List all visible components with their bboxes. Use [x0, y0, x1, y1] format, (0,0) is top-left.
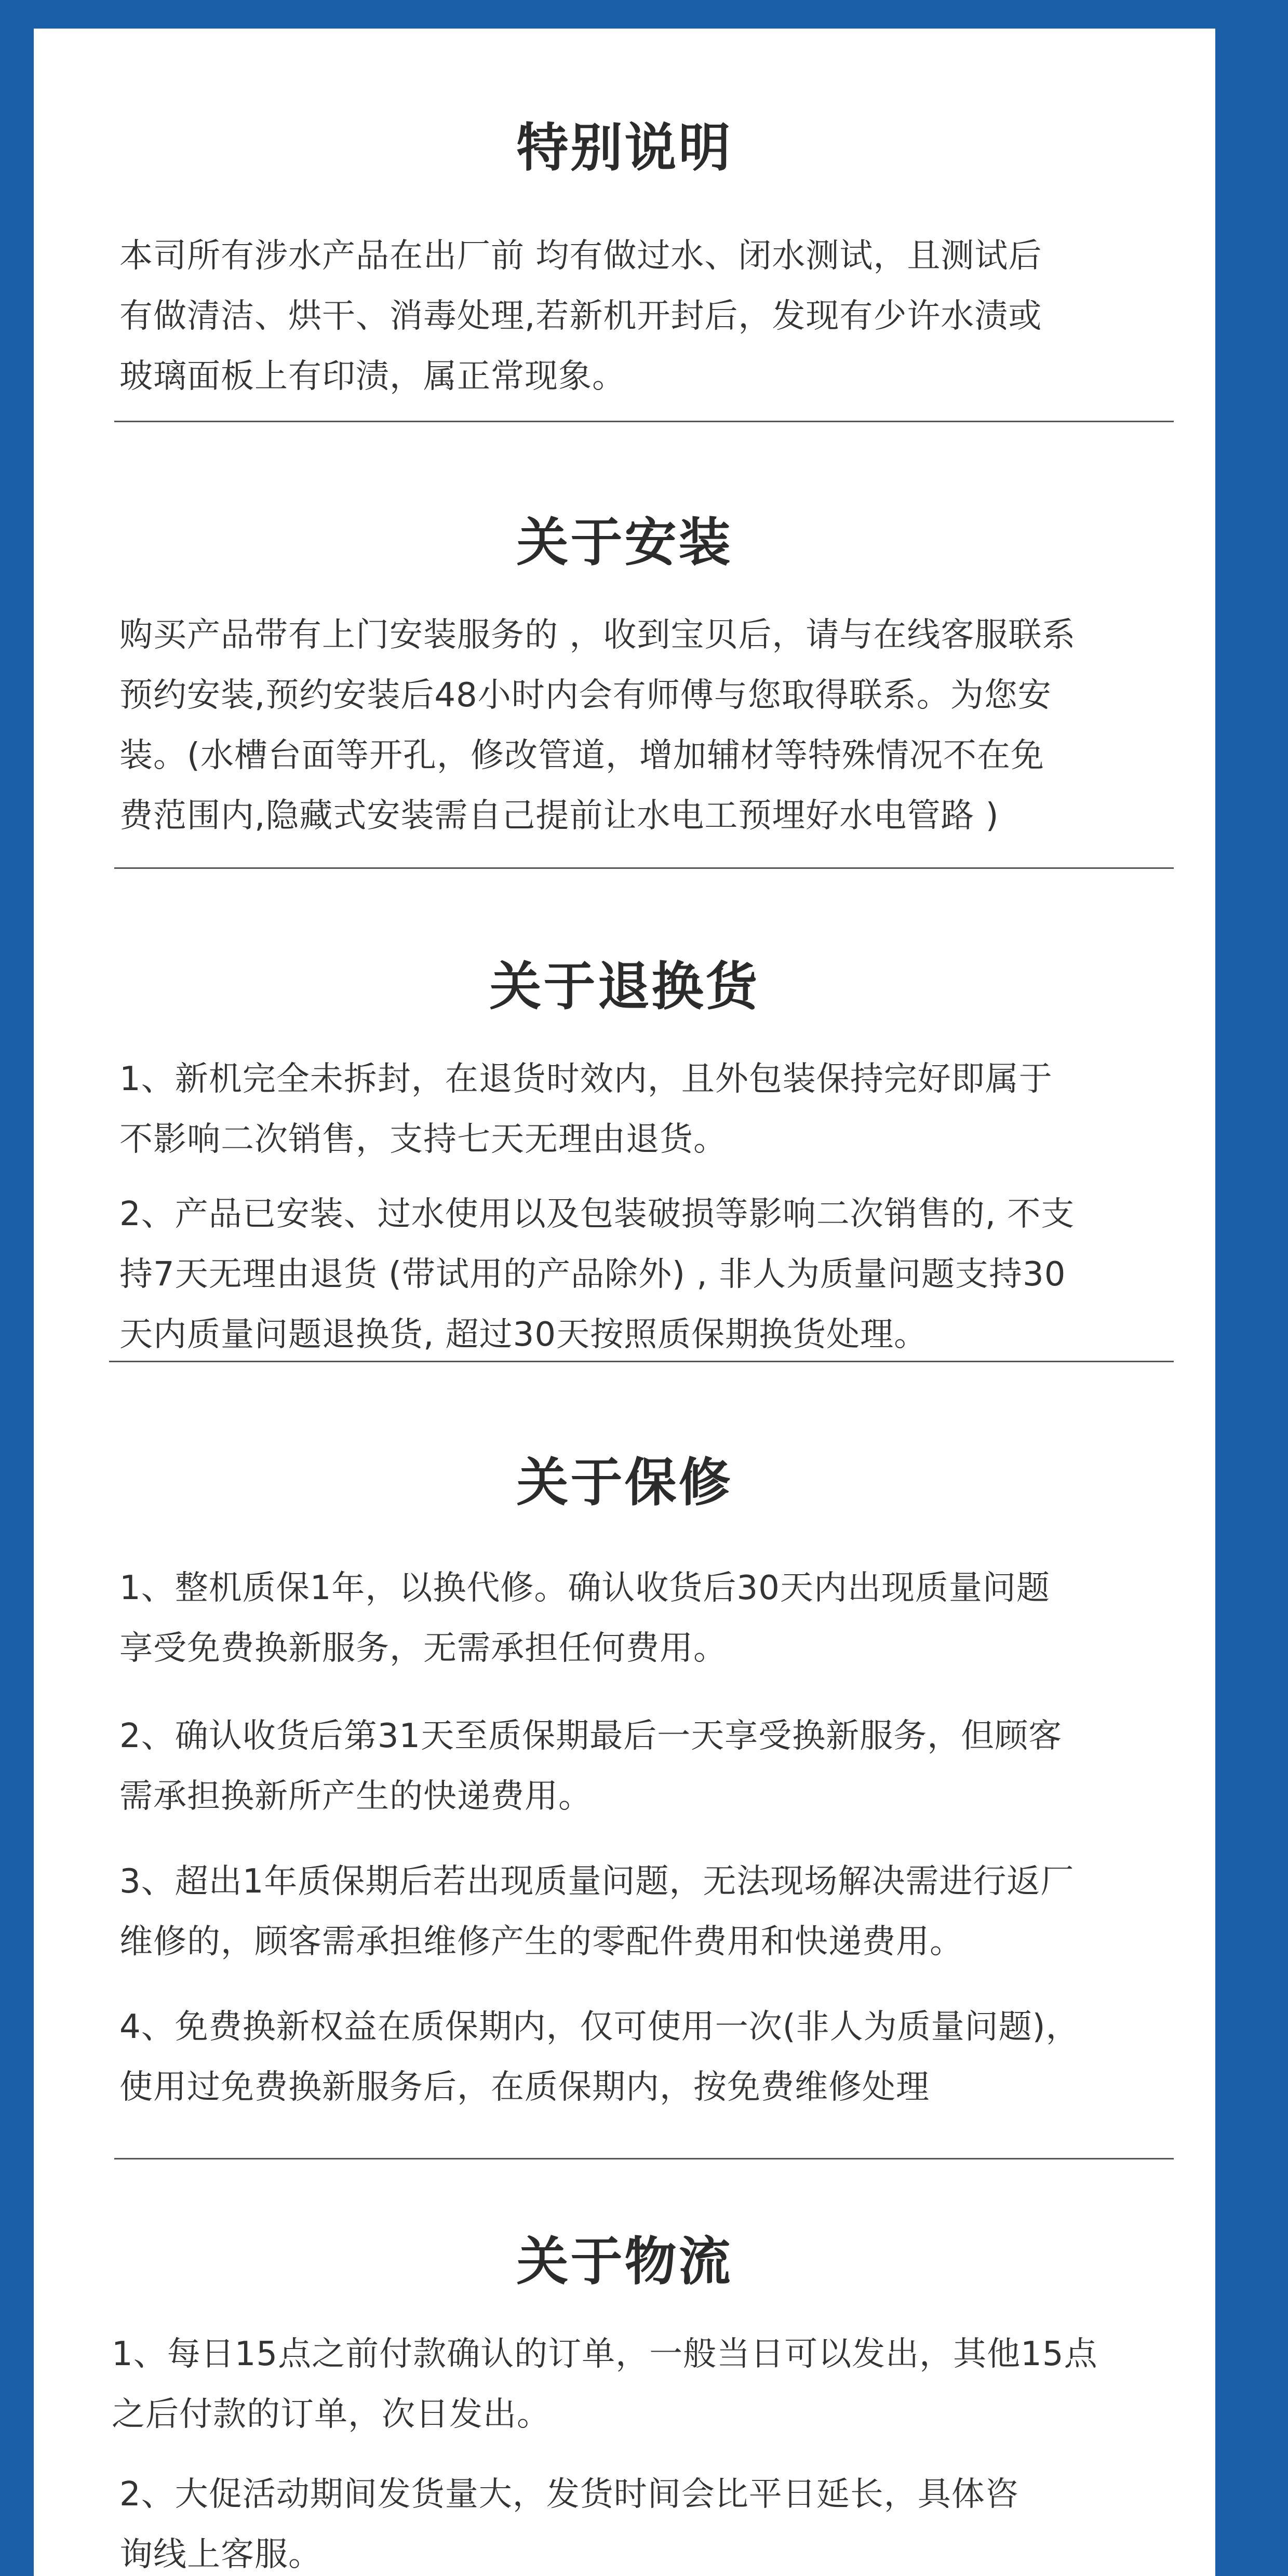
paragraph-line: 1、每日15点之前付款确认的订单，一般当日可以发出，其他15点 [112, 2335, 1098, 2373]
paragraph-line: 玻璃面板上有印渍，属正常现象。 [119, 357, 626, 396]
warranty-paragraph-1 [119, 1558, 1050, 1679]
paragraph-line: 4、免费换新权益在质保期内，仅可使用一次(非人为质量问题)， [119, 2008, 1080, 2046]
paragraph-line: 1、整机质保1年，以换代修。确认收货后30天内出现质量问题 [119, 1569, 1050, 1607]
paragraph-line: 1、新机完全未拆封，在退货时效内，且外包装保持完好即属于 [119, 1060, 1053, 1098]
special-notice-paragraph [119, 226, 1042, 407]
notice-card [34, 29, 1215, 2576]
paragraph-line: 询线上客服。 [119, 2535, 322, 2574]
logistics-paragraph-1 [112, 2324, 1098, 2445]
paragraph-line: 购买产品带有上门安装服务的 ，收到宝贝后，请与在线客服联系 [119, 616, 1076, 654]
paragraph-line: 2、大促活动期间发货量大，发货时间会比平日延长，具体咨 [119, 2475, 1019, 2514]
paragraph-line: 预约安装,预约安装后48小时内会有师傅与您取得联系。为您安 [119, 676, 1052, 715]
section-title-returns: 关于退换货 [489, 956, 760, 1017]
paragraph-line: 持7天无理由退货 (带试用的产品除外) , 非人为质量问题支持30 [119, 1255, 1066, 1294]
section-title-warranty: 关于保修 [516, 1452, 733, 1513]
section-divider [109, 1361, 1174, 1362]
section-divider [114, 867, 1174, 869]
logistics-paragraph-2 [119, 2464, 1019, 2576]
section-title-installation: 关于安装 [516, 512, 733, 573]
paragraph-line: 2、确认收货后第31天至质保期最后一天享受换新服务，但顾客 [119, 1717, 1063, 1755]
paragraph-line: 装。(水槽台面等开孔，修改管道，增加辅材等特殊情况不在免 [119, 736, 1044, 775]
paragraph-line: 享受免费换新服务，无需承担任何费用。 [119, 1629, 727, 1668]
paragraph-line: 有做清洁、烘干、消毒处理,若新机开封后，发现有少许水渍或 [119, 297, 1042, 336]
paragraph-line: 不影响二次销售，支持七天无理由退货。 [119, 1120, 727, 1159]
paragraph-line: 需承担换新所产生的快递费用。 [119, 1777, 592, 1816]
paragraph-line: 之后付款的订单，次日发出。 [112, 2395, 551, 2434]
paragraph-line: 本司所有涉水产品在出厂前 均有做过水、闭水测试，且测试后 [119, 237, 1042, 275]
section-title-logistics: 关于物流 [516, 2231, 733, 2292]
section-divider [114, 2158, 1174, 2159]
warranty-paragraph-4 [119, 1997, 1080, 2117]
warranty-paragraph-3 [119, 1852, 1074, 1972]
paragraph-line: 维修的，顾客需承担维修产生的零配件费用和快递费用。 [119, 1923, 963, 1961]
section-title-special-notice: 特别说明 [516, 117, 733, 178]
paragraph-line: 3、超出1年质保期后若出现质量问题，无法现场解决需进行返厂 [119, 1862, 1075, 1901]
section-divider [114, 421, 1174, 422]
warranty-paragraph-2 [119, 1706, 1062, 1827]
paragraph-line: 天内质量问题退换货, 超过30天按照质保期换货处理。 [119, 1316, 928, 1354]
paragraph-line: 2、产品已安装、过水使用以及包装破损等影响二次销售的, 不支 [119, 1195, 1075, 1233]
returns-paragraph-2 [119, 1184, 1075, 1365]
paragraph-line: 费范围内,隐藏式安装需自己提前让水电工预埋好水电管路 ) [119, 797, 999, 835]
returns-paragraph-1 [119, 1049, 1053, 1170]
installation-paragraph [119, 605, 1076, 846]
paragraph-line: 使用过免费换新服务后，在质保期内，按免费维修处理 [119, 2068, 930, 2107]
